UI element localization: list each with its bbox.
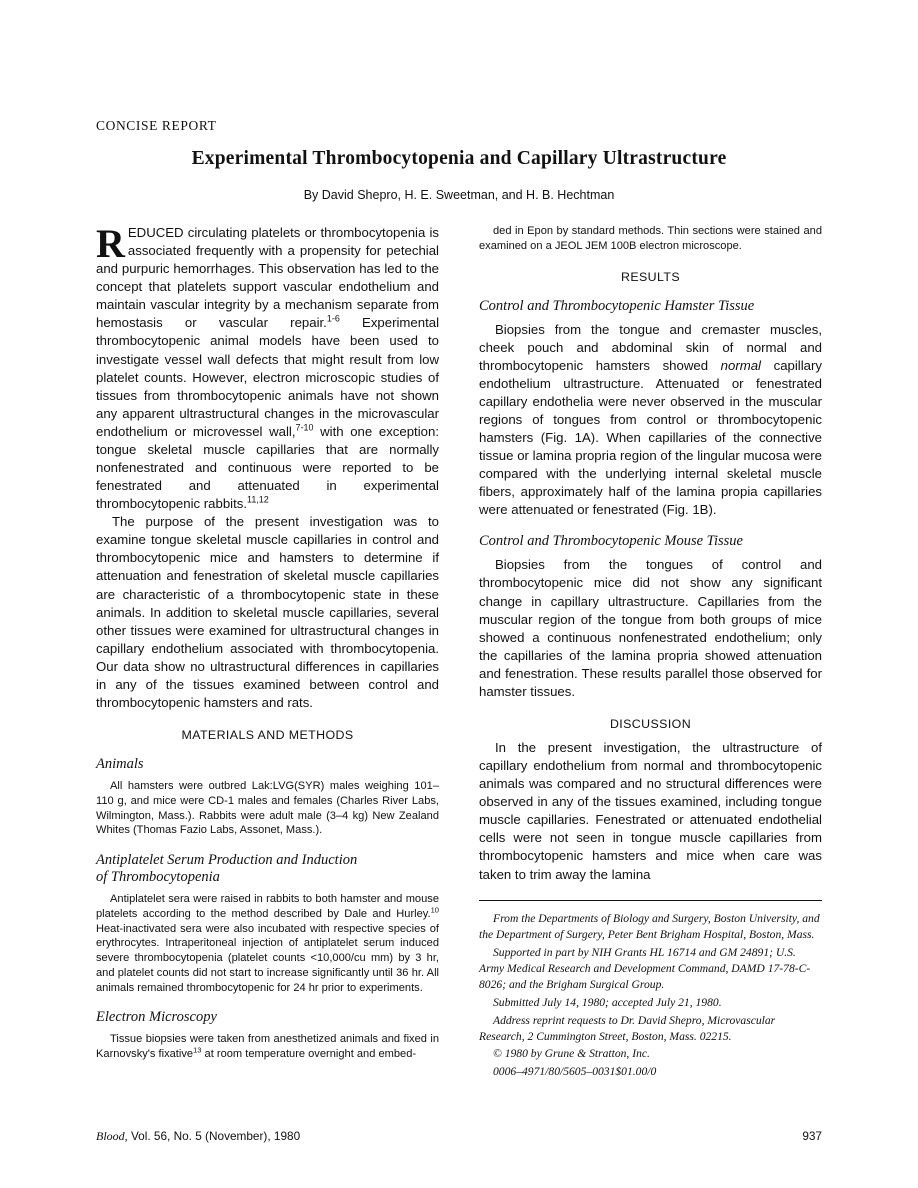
- footnotes-block: [479, 911, 822, 1081]
- reference-marker-10: 10: [430, 905, 439, 915]
- animals-paragraph: All hamsters were outbred Lak:LVG(SYR) males weighing 101–110 g, and mice were CD-1 males and females (Charles River Labs, Wilmington, Mass.). Rabbits were adult male (3–4 kg) New Zealand Whites (Thomas Fazio Labs, Assonet, Mass.).: [96, 780, 439, 837]
- hamster-text-2: capillary endothelium ultrastructure. Attenuated or fenestrated capillary endothelia were never observed in the muscular regions of tongues from control or thrombocytopenic hamsters (Fig. 1A). When capillaries of the connective tissue or lamina propria region of the lingular mucosa were compared with the underlying internal skeletal muscle fibers, approximately half of the lamina propia capillaries were attenuated or fenestrated (Fig. 1B).: [479, 357, 822, 518]
- section-heading-discussion: DISCUSSION: [609, 716, 692, 731]
- em-text-1: Tissue biopsies were taken from anesthetized animals and fixed in Karnovsky's fixative: [96, 1033, 439, 1061]
- reference-marker-1: 1-6: [326, 314, 340, 324]
- antiplatelet-text-1: Antiplatelet sera were raised in rabbits to both hamster and mouse platelets according to the method described by Dale and Hurley.: [96, 893, 439, 920]
- right-column: [479, 224, 822, 1082]
- footnote-copyright: © 1980 by Grune & Stratton, Inc.: [493, 1047, 650, 1061]
- intro-text-1: EDUCED circulating platelets or thrombocytopenia is associated frequently with a propensity for petechial and purpuric hemorrhages. This observation has led to the concept that platelets support vascular endothelium and maintain vascular integrity by a mechanism separate from hemostasis or vascular repair.: [96, 225, 439, 331]
- continuation-block: [479, 224, 822, 254]
- author-byline: By David Shepro, H. E. Sweetman, and H. B. Hechtman: [303, 188, 615, 202]
- drop-cap: R: [96, 221, 125, 266]
- page-content: [96, 118, 822, 1082]
- intro-paragraph-block: [96, 221, 439, 513]
- hamster-text-emphasis: normal: [720, 357, 761, 373]
- subheading-antiplatelet: [96, 852, 439, 886]
- antiplatelet-block: [96, 892, 439, 995]
- purpose-paragraph: The purpose of the present investigation was to examine tongue skeletal muscle capillaries in control and thrombocytopenic mice and hamsters to determine if attenuation and fenestration of skeletal muscle capillaries are characteristic of a thrombocytopenic state in these animals. In addition to skeletal muscle capillaries, several other tissues were examined for ultrastructural changes in capillary endothelium associated with thrombocytopenia. Our data show no ultrastructural differences in capillaries in any of the tissues examined between control and thrombocytopenic hamsters and rats.: [96, 514, 439, 711]
- two-column-body: [96, 221, 822, 1082]
- footnote-issn: 0006–4971/80/5605–0031$01.00/0: [493, 1065, 657, 1079]
- left-column: [96, 221, 439, 1062]
- page-number: 937: [802, 1129, 822, 1143]
- reference-marker-2: 7-10: [295, 422, 314, 433]
- hamster-text-1: Biopsies from the tongue and cremaster muscles, cheek pouch and abdominal skin of normal and thrombocytopenic hamsters showed: [479, 321, 822, 373]
- antiplatelet-paragraph: [96, 892, 439, 995]
- journal-name: Blood,: [96, 1129, 128, 1143]
- footnote-affiliation: From the Departments of Biology and Surgery, Boston University, and the Department of Surgery, Peter Bent Brigham Hospital, Boston, Mass.: [479, 911, 820, 941]
- discussion-paragraph: In the present investigation, the ultrastructure of capillary endothelium from normal and thrombocytopenic animals was compared and no structural differences were observed in any of the tissues examined, including tongue muscle capillaries. Fenestrated or attenuated endothelial cells were not seen in tongue muscle capillaries from thrombocytopenic hamsters and mice when care was taken to trim away the lamina: [479, 739, 822, 882]
- reference-marker-13: 13: [193, 1045, 202, 1055]
- subheading-antiplatelet-line1: Antiplatelet Serum Production and Induction: [96, 852, 358, 869]
- subheading-electron-microscopy: Electron Microscopy: [96, 1009, 217, 1026]
- section-heading-results: RESULTS: [620, 269, 681, 284]
- em-text-2: at room temperature overnight and embed-: [201, 1048, 417, 1061]
- journal-citation: [96, 1129, 300, 1144]
- continuation-paragraph: ded in Epon by standard methods. Thin sections were stained and examined on a JEOL JEM 100B electron microscope.: [479, 225, 822, 252]
- footnote-support: Supported in part by NIH Grants HL 16714 and GM 24891; U.S. Army Medical Research and Development Command, DAMD 17-78-C-8026; and the Brigham Surgical Group.: [479, 945, 811, 991]
- hamster-paragraph: [479, 321, 822, 520]
- subheading-mouse-tissue: Control and Thrombocytopenic Mouse Tissue: [479, 533, 743, 550]
- electron-microscopy-block: [96, 1032, 439, 1062]
- article-kicker: CONCISE REPORT: [96, 118, 217, 133]
- subheading-animals: Animals: [96, 756, 144, 773]
- footnote-reprints: Address reprint requests to Dr. David Shepro, Microvascular Research, 2 Cummington Street, Boston, Mass. 02215.: [479, 1013, 776, 1043]
- intro-paragraph: [96, 221, 439, 513]
- subheading-antiplatelet-line2: of Thrombocytopenia: [96, 869, 220, 886]
- reference-marker-3: 11,12: [247, 494, 269, 505]
- footnote-submitted: Submitted July 14, 1980; accepted July 21, 1980.: [493, 995, 722, 1009]
- antiplatelet-text-2: Heat-inactivated sera were also incubated with respective species of erythrocytes. Intraperitoneal injection of antiplatelet serum induced severe thrombocytopenia (platelet counts <10,000/cu mm) by 3 hr, and platelet counts did not start to increase significantly until 36 hr. All animals remained thrombocytopenic for 24 hr prior to experiments.: [96, 922, 439, 994]
- electron-microscopy-paragraph: [96, 1032, 439, 1062]
- page-footer: [96, 1129, 822, 1144]
- section-heading-methods: MATERIALS AND METHODS: [181, 728, 354, 743]
- animals-block: [96, 779, 439, 838]
- mouse-paragraph: Biopsies from the tongues of control and thrombocytopenic mice did not show any significant change in capillary ultrastructure. Capillaries from the muscular region of the tongue from both groups of mice showed a continuous nonfenestrated endothelium; only the capillaries of the lamina propria showed attenuation and fenestration. These results parallel those observed for hamster tissues.: [479, 557, 822, 699]
- subheading-hamster-tissue: Control and Thrombocytopenic Hamster Tissue: [479, 297, 755, 314]
- intro-text-2: Experimental thrombocytopenic animal models have been used to investigate vessel wall defects that might result from low platelet counts. However, electron microscopic studies of tissues from thrombocytopenic animals have not shown any apparent ultrastructural changes in the microvascular endothelium or microvessel wall,: [96, 315, 439, 439]
- journal-issue: Vol. 56, No. 5 (November), 1980: [127, 1129, 301, 1143]
- page-title: Experimental Thrombocytopenia and Capillary Ultrastructure: [191, 148, 727, 169]
- footnote-divider: [479, 900, 822, 901]
- intro-text-3: with one exception: tongue skeletal muscle capillaries that are normally nonfenestrated and continuous were reported to be fenestrated and attenuated in experimental thrombocytopenic rabbits.: [96, 423, 439, 512]
